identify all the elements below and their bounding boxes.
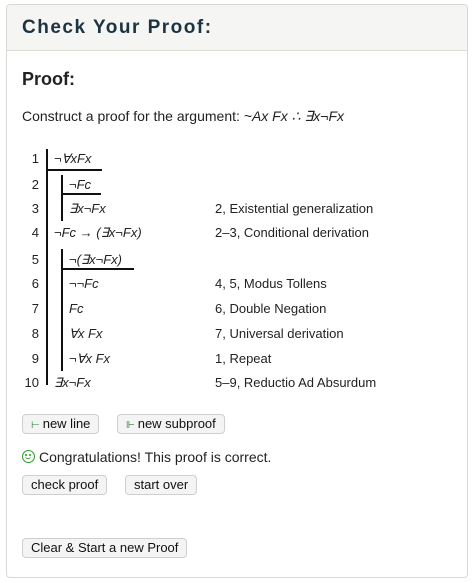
line-justification[interactable]: 2–3, Conditional derivation [215,225,369,240]
proof-line-4[interactable] [22,222,462,244]
panel-title: Check Your Proof: [22,17,213,38]
proof-line-3[interactable] [22,198,462,220]
proof-line-8[interactable] [22,323,462,345]
line-formula[interactable]: ¬∀x Fx [69,351,111,366]
line-justification[interactable]: 2, Existential generalization [215,201,374,216]
proof-line-1[interactable] [22,148,462,170]
proof-line-9[interactable] [22,348,462,370]
proof-prompt [22,107,457,125]
new-line-button[interactable] [22,414,99,434]
line-formula[interactable]: Fc [69,301,84,316]
line-justification[interactable]: 5–9, Reductio Ad Absurdum [215,375,377,390]
line-number: 3 [31,201,39,216]
line-number: 9 [31,351,39,366]
new-subproof-label: new subproof [137,416,216,431]
new-subproof-button[interactable] [117,414,225,434]
add-line-icon: ⊢ [31,420,40,431]
line-formula[interactable]: ∀x Fx [69,326,103,341]
smiley-icon [22,450,35,463]
line-number: 2 [31,177,39,192]
line-number: 10 [24,375,39,390]
line-formula[interactable]: ¬Fc [69,177,92,192]
line-number: 7 [31,301,39,316]
new-line-label: new line [42,416,91,431]
proof-line-5[interactable] [22,249,462,271]
line-formula[interactable]: ¬∀xFx [54,151,92,166]
line-justification[interactable]: 6, Double Negation [215,301,327,316]
line-formula[interactable]: ¬¬Fc [69,276,99,291]
prompt-text: Construct a proof for the argument: [22,108,244,124]
proof-line-2[interactable] [22,174,462,196]
check-proof-button[interactable] [22,475,107,495]
panel-body [22,67,457,390]
line-justification[interactable]: 1, Repeat [215,351,272,366]
check-proof-label: check proof [31,477,99,492]
clear-new-proof-button[interactable] [22,538,187,558]
add-subproof-icon: ⊩ [126,420,135,431]
start-over-button[interactable] [125,475,197,495]
status-message [22,449,271,465]
line-number: 5 [31,252,39,267]
line-justification[interactable]: 7, Universal derivation [215,326,344,341]
proof-heading: Proof: [22,69,75,89]
proof-area [22,147,462,407]
line-number: 6 [31,276,39,291]
start-over-label: start over [134,477,189,492]
line-number: 1 [31,151,39,166]
line-number: 8 [31,326,39,341]
proof-checker-panel [6,4,468,578]
proof-line-10[interactable] [22,372,462,394]
line-formula[interactable]: ¬Fc → (∃x¬Fx) [54,225,142,240]
proof-line-6[interactable] [22,273,462,295]
panel-header [7,5,467,51]
argument-text: ~Ax Fx ∴ ∃x¬Fx [243,108,344,124]
proof-line-7[interactable] [22,298,462,320]
status-text: Congratulations! This proof is correct. [39,449,272,465]
line-formula[interactable]: ¬(∃x¬Fx) [69,252,122,267]
line-number: 4 [31,225,39,240]
line-justification[interactable]: 4, 5, Modus Tollens [215,276,327,291]
clear-new-proof-label: Clear & Start a new Proof [31,540,179,555]
line-formula[interactable]: ∃x¬Fx [54,375,91,390]
line-formula[interactable]: ∃x¬Fx [69,201,106,216]
